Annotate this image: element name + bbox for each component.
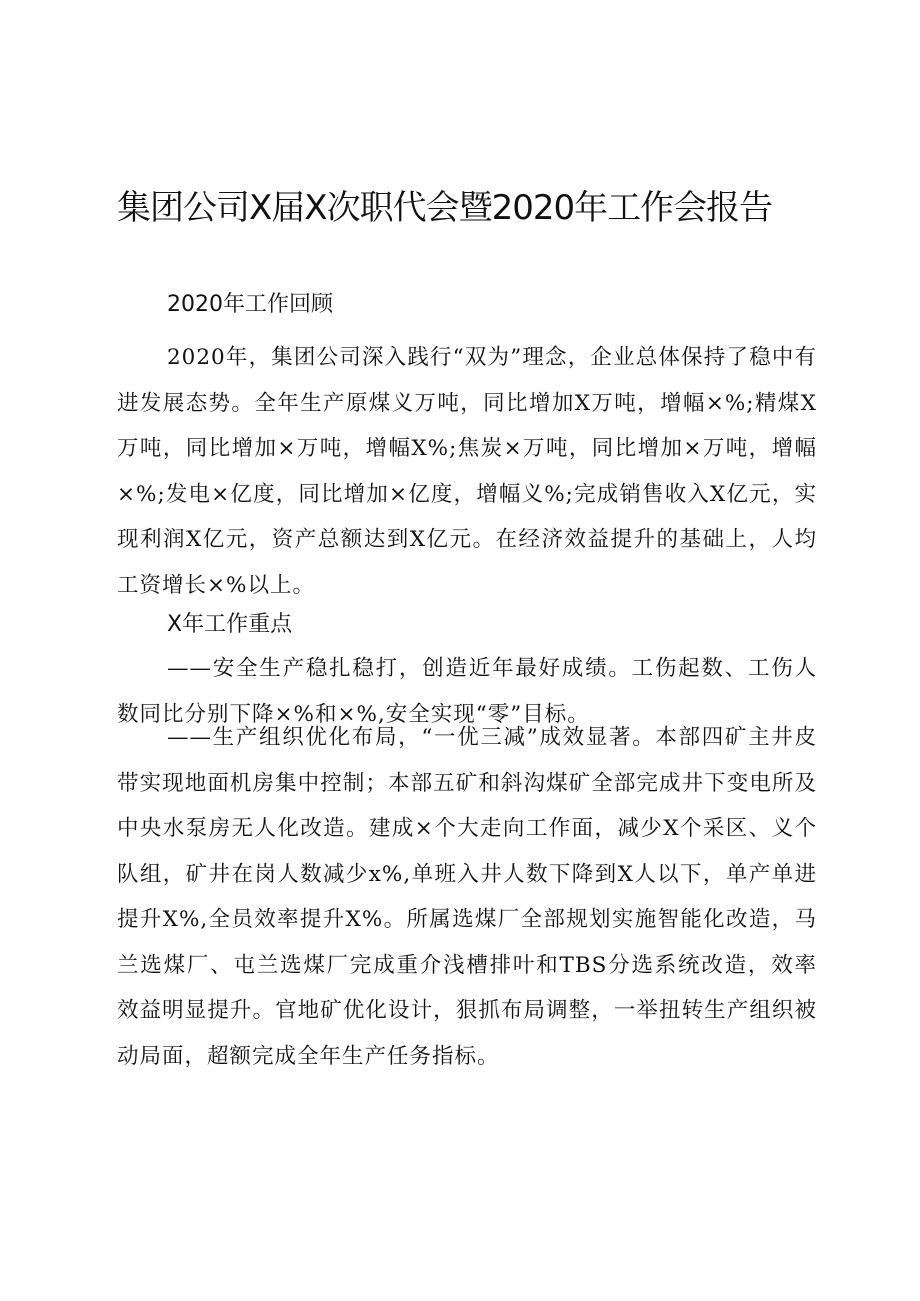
review-paragraph: 2020年，集团公司深入践行“双为”理念，企业总体保持了稳中有进发展态势。全年生产原煤义万吨，同比增加X万吨，增幅×%;精煤X万吨，同比增加×万吨，增幅X%;焦炭×万吨，同比增加×万吨，增幅×%;发电×亿度，同比增加×亿度，增幅义%;完成销售收入X亿元，实现利润X亿元，资产总额达到X亿元。在经济效益提升的基础上，人均工资增长×%以上。 <box>117 345 817 598</box>
section-heading-review: 2020年工作回顾 <box>167 292 333 317</box>
safety-paragraph: ——安全生产稳扎稳打，创造近年最好成绩。工伤起数、工伤人数同比分别下降×%和×%,安全实现“零”目标。 <box>117 656 817 727</box>
document-title: 集团公司X届X次职代会暨2020年工作会报告 <box>117 188 773 228</box>
production-paragraph: ——生产组织优化布局，“一优三减”成效显著。本部四矿主井皮带实现地面机房集中控制；本部五矿和斜沟煤矿全部完成井下变电所及中央水泵房无人化改造。建成×个大走向工作面，减少X个采区、义个队组，矿井在岗人数减少x%,单班入井人数下降到X人以下，单产单进提升X%,全员效率提升X%。所属选煤厂全部规划实施智能化改造，马兰选煤厂、屯兰选煤厂完成重介浅槽排叶和TBS分选系统改造，效率效益明显提升。官地矿优化设计，狠抓布局调整，一举扭转生产组织被动局面，超额完成全年生产任务指标。 <box>117 725 817 1069</box>
section-heading-key-work: X年工作重点 <box>167 612 293 637</box>
